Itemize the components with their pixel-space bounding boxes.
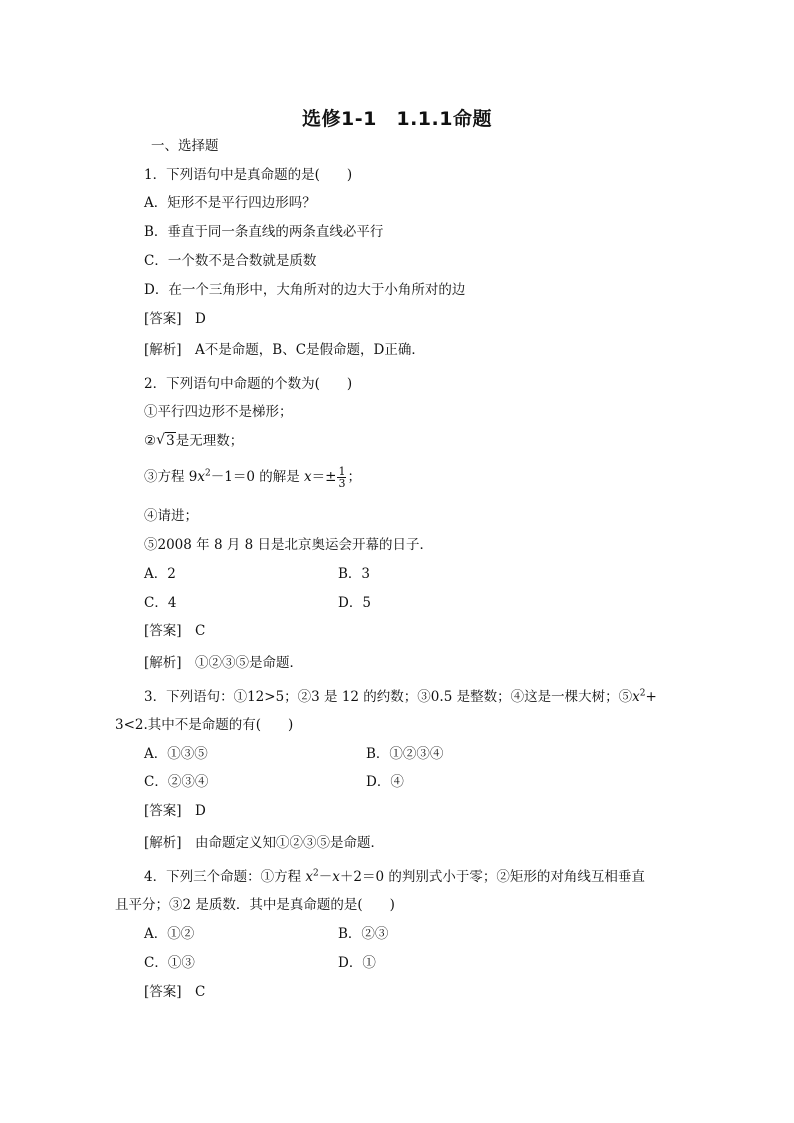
q2-option-b: B．3: [338, 566, 371, 582]
q4-answer: [答案] C: [144, 984, 206, 1000]
q1-option-b: B．垂直于同一条直线的两条直线必平行: [144, 224, 384, 240]
q2-s3-exp: 2: [205, 468, 211, 479]
q3-stem-line2: 3<2.其中不是命题的有( ): [115, 717, 294, 733]
q2-stem: 2．下列语句中命题的个数为( ): [144, 376, 353, 392]
q2-s3-end: ；: [347, 469, 361, 485]
q4-stem-var2: x: [332, 869, 340, 885]
sqrt-symbol: √ 3: [156, 432, 175, 449]
q2-statement-1: ①平行四边形不是梯形；: [144, 404, 293, 420]
q3-stem-end: +: [645, 689, 657, 705]
q2-s3-pm: ＝±: [311, 469, 337, 485]
q2-answer: [答案] C: [144, 623, 206, 639]
q2-s2-prefix: ②: [144, 433, 157, 449]
q2-s3-var2: x: [304, 469, 312, 485]
fraction-denominator: 3: [338, 477, 346, 490]
q2-option-a: A．2: [144, 566, 176, 582]
q2-s2-suffix: 是无理数；: [175, 433, 244, 449]
q3-analysis: [解析] 由命题定义知①②③⑤是命题．: [144, 835, 385, 851]
q4-stem-line1: [144, 868, 645, 886]
q3-option-d: D．④: [366, 774, 404, 790]
q3-answer: [答案] D: [144, 803, 206, 819]
q3-option-a: A．①③⑤: [144, 746, 208, 762]
q1-analysis: [解析] A不是命题，B、C是假命题，D正确．: [144, 342, 425, 358]
q4-stem-line2: 且平分；③2 是质数．其中是真命题的是( ): [115, 897, 395, 913]
fraction-numerator: 1: [338, 465, 346, 478]
q1-answer: [答案] D: [144, 311, 206, 327]
q2-s3-mid: －1＝0 的解是: [210, 469, 305, 485]
q4-stem-var: x: [305, 869, 314, 885]
q2-option-d: D．5: [338, 595, 371, 611]
q4-stem-exp: 2: [313, 868, 319, 879]
q4-option-c: C．①③: [144, 955, 195, 971]
q2-statement-3: [144, 466, 361, 489]
q1-stem: 1．下列语句中是真命题的是( ): [144, 167, 353, 183]
fraction: [337, 466, 346, 489]
q3-stem-line1: [144, 688, 657, 706]
q4-option-d: D．①: [338, 955, 376, 971]
q2-statement-5: ⑤2008 年 8 月 8 日是北京奥运会开幕的日子．: [144, 537, 433, 553]
q3-option-b: B．①②③④: [366, 746, 444, 762]
q3-stem-exp: 2: [639, 688, 646, 699]
q2-statement-4: ④请进；: [144, 508, 198, 524]
q2-statement-2: [144, 432, 243, 450]
q3-option-c: C．②③④: [144, 774, 209, 790]
q2-s2-radicand: 3: [166, 433, 175, 449]
q3-stem-prefix: 3．下列语句：①12>5；②3 是 12 的约数；③0.5 是整数；④这是一棵大树；⑤: [144, 689, 633, 705]
q2-s3-prefix: ③方程 9: [144, 469, 198, 485]
q1-option-d: D．在一个三角形中，大角所对的边大于小角所对的边: [144, 282, 466, 298]
q1-option-a: A．矩形不是平行四边形吗？: [144, 195, 316, 211]
q4-stem-prefix: 4．下列三个命题：①方程: [144, 869, 306, 885]
q1-option-c: C．一个数不是合数就是质数: [144, 253, 317, 269]
section-heading: 一、选择题: [151, 138, 219, 154]
page-title: 选修1-1 1.1.1命题: [302, 108, 492, 130]
q2-analysis: [解析] ①②③⑤是命题．: [144, 655, 304, 671]
q4-option-a: A．①②: [144, 926, 195, 942]
q3-stem-var: x: [632, 689, 640, 705]
q4-stem-mid: －: [318, 869, 333, 885]
q2-s3-var: x: [197, 469, 206, 485]
q4-stem-end: ＋2＝0 的判别式小于零；②矩形的对角线互相垂直: [339, 869, 645, 885]
q4-option-b: B．②③: [338, 926, 389, 942]
q2-option-c: C．4: [144, 595, 177, 611]
